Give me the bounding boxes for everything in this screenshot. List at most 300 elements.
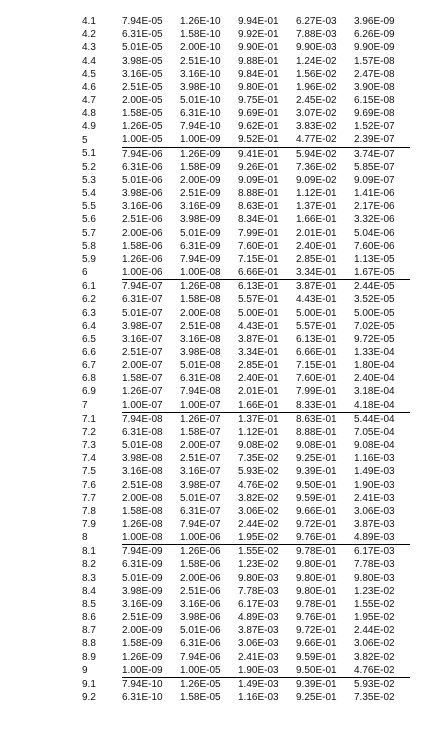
value-cell: 6.31E-08 bbox=[180, 373, 221, 385]
value-cell: 2.47E-08 bbox=[354, 68, 395, 80]
value-cell: 2.00E-06 bbox=[180, 572, 221, 584]
value-cell: 9.69E-01 bbox=[238, 108, 279, 120]
value-cell: 7.94E-05 bbox=[122, 16, 163, 28]
table-row bbox=[80, 320, 410, 333]
value-cell: 3.16E-08 bbox=[180, 333, 221, 345]
value-cell: 6.66E-01 bbox=[296, 346, 337, 358]
value-cell: 6.31E-08 bbox=[122, 426, 163, 438]
value-cell: 6.31E-10 bbox=[180, 108, 221, 120]
value-cell: 3.52E-05 bbox=[354, 294, 395, 306]
value-cell: 1.58E-07 bbox=[122, 373, 163, 385]
value-cell: 9.80E-01 bbox=[238, 81, 279, 93]
value-cell: 2.51E-08 bbox=[180, 320, 221, 332]
row-key-cell: 4.6 bbox=[82, 81, 96, 93]
value-cell: 3.16E-06 bbox=[122, 201, 163, 213]
table-row bbox=[80, 399, 410, 413]
table-row bbox=[80, 492, 410, 505]
row-key-cell: 8.4 bbox=[82, 585, 96, 597]
value-cell: 3.16E-09 bbox=[180, 201, 221, 213]
value-cell: 1.58E-06 bbox=[122, 240, 163, 252]
value-cell: 4.76E-02 bbox=[238, 479, 279, 491]
value-cell: 9.52E-01 bbox=[238, 133, 296, 147]
value-cell: 3.34E-01 bbox=[296, 266, 354, 280]
value-cell: 3.87E-03 bbox=[354, 519, 395, 531]
value-cell: 6.31E-09 bbox=[180, 240, 221, 252]
value-cell: 2.51E-07 bbox=[122, 346, 163, 358]
row-key-cell: 4.4 bbox=[82, 55, 96, 67]
value-cell: 9.50E-01 bbox=[296, 479, 337, 491]
value-cell: 5.93E-02 bbox=[354, 678, 395, 690]
value-cell: 2.00E-09 bbox=[122, 625, 163, 637]
value-cell: 7.36E-02 bbox=[296, 161, 337, 173]
value-cell: 1.26E-06 bbox=[180, 546, 221, 558]
table-row bbox=[80, 505, 410, 518]
value-cell: 2.44E-02 bbox=[354, 625, 395, 637]
table-row bbox=[80, 664, 410, 678]
value-cell: 3.74E-07 bbox=[354, 148, 395, 160]
row-key-cell: 6.9 bbox=[82, 386, 96, 398]
value-cell: 1.58E-05 bbox=[122, 108, 163, 120]
value-cell: 7.94E-06 bbox=[180, 651, 221, 663]
value-cell: 2.00E-06 bbox=[122, 227, 163, 239]
value-cell: 1.26E-05 bbox=[122, 121, 163, 133]
row-key-cell: 7.5 bbox=[82, 466, 96, 478]
value-cell: 2.00E-07 bbox=[122, 360, 163, 372]
value-cell: 9.09E-02 bbox=[296, 174, 337, 186]
value-cell: 3.16E-10 bbox=[180, 68, 221, 80]
value-cell: 6.31E-06 bbox=[122, 161, 163, 173]
value-cell: 3.18E-04 bbox=[354, 386, 395, 398]
row-key-cell: 5.3 bbox=[82, 174, 96, 186]
row-key-cell: 4.1 bbox=[82, 16, 96, 28]
value-cell: 9.78E-01 bbox=[296, 546, 337, 558]
value-cell: 6.27E-03 bbox=[296, 16, 337, 28]
value-cell: 3.98E-09 bbox=[122, 585, 163, 597]
value-cell: 6.17E-03 bbox=[354, 546, 395, 558]
value-cell: 1.95E-02 bbox=[354, 612, 395, 624]
value-cell: 1.23E-02 bbox=[238, 559, 279, 571]
row-key-cell: 6.1 bbox=[82, 280, 96, 292]
value-cell: 8.88E-01 bbox=[296, 426, 337, 438]
value-cell: 3.98E-08 bbox=[122, 453, 163, 465]
value-cell: 1.41E-06 bbox=[354, 188, 395, 200]
value-cell: 1.49E-03 bbox=[354, 466, 395, 478]
table-row bbox=[80, 412, 410, 426]
value-cell: 2.00E-07 bbox=[180, 440, 221, 452]
value-cell: 2.01E-01 bbox=[238, 386, 279, 398]
row-key-cell: 8.2 bbox=[82, 559, 96, 571]
value-cell: 1.26E-08 bbox=[122, 519, 163, 531]
value-cell: 1.12E-01 bbox=[296, 188, 337, 200]
value-cell: 2.17E-06 bbox=[354, 201, 395, 213]
row-key-cell: 4.8 bbox=[82, 108, 96, 120]
value-cell: 3.87E-03 bbox=[238, 625, 279, 637]
value-cell: 9.90E-03 bbox=[296, 42, 337, 54]
value-cell: 3.34E-01 bbox=[238, 346, 279, 358]
value-cell: 1.00E-05 bbox=[180, 664, 238, 678]
value-cell: 1.24E-02 bbox=[296, 55, 337, 67]
row-key-cell: 8.3 bbox=[82, 572, 96, 584]
table-row bbox=[80, 107, 410, 120]
value-cell: 9.92E-01 bbox=[238, 29, 279, 41]
value-cell: 3.06E-03 bbox=[354, 505, 395, 517]
value-cell: 1.58E-10 bbox=[180, 29, 221, 41]
value-cell: 5.00E-05 bbox=[354, 307, 395, 319]
value-cell: 3.98E-07 bbox=[180, 479, 221, 491]
value-cell: 5.44E-04 bbox=[354, 413, 395, 425]
value-cell: 2.41E-03 bbox=[354, 492, 395, 504]
value-cell: 9.59E-01 bbox=[296, 492, 337, 504]
row-key-cell: 8.1 bbox=[82, 546, 96, 558]
value-cell: 4.18E-04 bbox=[354, 399, 410, 413]
table-row bbox=[80, 518, 410, 531]
table-row bbox=[80, 28, 410, 41]
table-row bbox=[80, 558, 410, 571]
table-row bbox=[80, 637, 410, 650]
row-key-cell: 6.7 bbox=[82, 360, 96, 372]
table-row bbox=[80, 452, 410, 465]
value-cell: 7.78E-03 bbox=[354, 559, 395, 571]
value-cell: 5.01E-06 bbox=[122, 174, 163, 186]
value-cell: 9.80E-03 bbox=[238, 572, 279, 584]
row-key-cell: 7.8 bbox=[82, 505, 96, 517]
row-key-cell: 8.5 bbox=[82, 598, 96, 610]
value-cell: 1.58E-05 bbox=[180, 692, 221, 704]
table-row bbox=[80, 651, 410, 664]
value-cell: 3.98E-10 bbox=[180, 81, 221, 93]
value-cell: 3.16E-06 bbox=[180, 598, 221, 610]
table-row bbox=[80, 200, 410, 213]
value-cell: 2.39E-07 bbox=[354, 133, 410, 147]
value-cell: 1.58E-09 bbox=[180, 161, 221, 173]
value-cell: 1.00E-06 bbox=[122, 266, 180, 280]
value-cell: 6.31E-10 bbox=[122, 692, 163, 704]
table-row bbox=[80, 227, 410, 240]
value-cell: 9.75E-01 bbox=[238, 95, 279, 107]
value-cell: 1.00E-06 bbox=[180, 531, 238, 545]
value-cell: 4.43E-01 bbox=[296, 294, 337, 306]
value-cell: 9.88E-01 bbox=[238, 55, 279, 67]
table-row bbox=[80, 346, 410, 359]
table-row bbox=[80, 15, 410, 28]
value-cell: 9.69E-08 bbox=[354, 108, 395, 120]
value-cell: 1.66E-01 bbox=[238, 399, 296, 413]
row-key-cell: 4.9 bbox=[82, 121, 96, 133]
value-cell: 9.94E-01 bbox=[238, 16, 279, 28]
value-cell: 2.00E-05 bbox=[122, 95, 163, 107]
value-cell: 1.96E-02 bbox=[296, 81, 337, 93]
value-cell: 7.15E-01 bbox=[238, 253, 279, 265]
value-cell: 1.58E-08 bbox=[180, 294, 221, 306]
value-cell: 3.98E-09 bbox=[180, 214, 221, 226]
table-row bbox=[80, 359, 410, 372]
row-key-cell: 5.1 bbox=[82, 148, 96, 160]
value-cell: 7.99E-01 bbox=[238, 227, 279, 239]
value-cell: 3.87E-01 bbox=[238, 333, 279, 345]
table-row bbox=[80, 598, 410, 611]
value-cell: 9.90E-01 bbox=[238, 42, 279, 54]
table-row bbox=[80, 187, 410, 200]
value-cell: 7.94E-08 bbox=[180, 386, 221, 398]
value-cell: 1.26E-09 bbox=[180, 148, 221, 160]
value-cell: 2.40E-01 bbox=[296, 240, 337, 252]
value-cell: 1.12E-01 bbox=[238, 426, 279, 438]
value-cell: 7.05E-04 bbox=[354, 426, 395, 438]
value-cell: 3.82E-02 bbox=[238, 492, 279, 504]
row-key-cell: 9.2 bbox=[82, 692, 96, 704]
value-cell: 6.17E-03 bbox=[238, 598, 279, 610]
value-cell: 3.82E-02 bbox=[354, 651, 395, 663]
value-cell: 9.08E-04 bbox=[354, 440, 395, 452]
row-key-cell: 8.7 bbox=[82, 625, 96, 637]
value-cell: 3.96E-09 bbox=[354, 16, 395, 28]
value-cell: 3.32E-06 bbox=[354, 214, 395, 226]
table-row bbox=[80, 624, 410, 637]
table-row bbox=[80, 478, 410, 491]
row-key-cell: 4.3 bbox=[82, 42, 96, 54]
value-cell: 4.77E-02 bbox=[296, 133, 354, 147]
value-cell: 7.94E-08 bbox=[122, 413, 163, 425]
value-cell: 6.31E-07 bbox=[122, 294, 163, 306]
value-cell: 1.58E-07 bbox=[180, 426, 221, 438]
value-cell: 2.00E-09 bbox=[180, 174, 221, 186]
value-cell: 8.34E-01 bbox=[238, 214, 279, 226]
value-cell: 9.72E-01 bbox=[296, 519, 337, 531]
value-cell: 3.87E-01 bbox=[296, 281, 337, 293]
value-cell: 1.00E-07 bbox=[122, 399, 180, 413]
value-cell: 7.60E-06 bbox=[354, 240, 395, 252]
value-cell: 9.72E-05 bbox=[354, 333, 395, 345]
value-cell: 3.06E-02 bbox=[354, 638, 395, 650]
value-cell: 5.85E-07 bbox=[354, 161, 395, 173]
value-cell: 3.16E-08 bbox=[122, 466, 163, 478]
value-cell: 3.98E-06 bbox=[180, 612, 221, 624]
value-cell: 9.09E-07 bbox=[354, 174, 395, 186]
value-cell: 2.51E-08 bbox=[122, 479, 163, 491]
table-row bbox=[80, 545, 410, 559]
table-row bbox=[80, 691, 410, 704]
value-cell: 2.51E-06 bbox=[122, 214, 163, 226]
value-cell: 2.44E-05 bbox=[354, 281, 395, 293]
row-key-cell: 6.3 bbox=[82, 307, 96, 319]
value-cell: 7.35E-02 bbox=[238, 453, 279, 465]
value-cell: 5.94E-02 bbox=[296, 148, 337, 160]
value-cell: 9.80E-01 bbox=[296, 585, 337, 597]
value-cell: 9.80E-03 bbox=[354, 572, 395, 584]
data-table-page bbox=[80, 15, 410, 704]
value-cell: 1.00E-09 bbox=[122, 664, 180, 678]
value-cell: 6.13E-01 bbox=[238, 281, 279, 293]
table-row bbox=[80, 439, 410, 452]
row-key-cell: 6.5 bbox=[82, 333, 96, 345]
value-cell: 9.78E-01 bbox=[296, 598, 337, 610]
value-cell: 8.88E-01 bbox=[238, 188, 279, 200]
value-cell: 7.02E-05 bbox=[354, 320, 395, 332]
table-row bbox=[80, 147, 410, 161]
row-key-cell: 5.7 bbox=[82, 227, 96, 239]
value-cell: 5.57E-01 bbox=[238, 294, 279, 306]
table-row bbox=[80, 306, 410, 319]
value-cell: 3.07E-02 bbox=[296, 108, 337, 120]
value-cell: 1.13E-05 bbox=[354, 253, 395, 265]
table-row bbox=[80, 81, 410, 94]
value-cell: 6.31E-06 bbox=[180, 638, 221, 650]
value-cell: 5.04E-06 bbox=[354, 227, 395, 239]
table-row bbox=[80, 41, 410, 54]
value-cell: 9.80E-01 bbox=[296, 559, 337, 571]
value-cell: 1.33E-04 bbox=[354, 346, 395, 358]
value-cell: 1.26E-05 bbox=[180, 678, 221, 690]
row-key-cell: 7.9 bbox=[82, 519, 96, 531]
value-cell: 2.00E-08 bbox=[122, 492, 163, 504]
value-cell: 1.66E-01 bbox=[296, 214, 337, 226]
value-cell: 9.90E-09 bbox=[354, 42, 395, 54]
row-key-cell: 6.8 bbox=[82, 373, 96, 385]
value-cell: 9.59E-01 bbox=[296, 651, 337, 663]
value-cell: 1.00E-08 bbox=[122, 531, 180, 545]
value-cell: 7.60E-01 bbox=[296, 373, 337, 385]
value-cell: 9.84E-01 bbox=[238, 68, 279, 80]
value-cell: 5.01E-05 bbox=[122, 42, 163, 54]
value-cell: 1.26E-10 bbox=[180, 16, 221, 28]
value-cell: 1.58E-08 bbox=[122, 505, 163, 517]
row-key-cell: 6.4 bbox=[82, 320, 96, 332]
value-cell: 1.23E-02 bbox=[354, 585, 395, 597]
value-cell: 1.58E-06 bbox=[180, 559, 221, 571]
value-cell: 9.66E-01 bbox=[296, 505, 337, 517]
value-cell: 7.15E-01 bbox=[296, 360, 337, 372]
table-row bbox=[80, 266, 410, 280]
value-cell: 1.26E-07 bbox=[180, 413, 221, 425]
value-cell: 5.01E-06 bbox=[180, 625, 221, 637]
table-row bbox=[80, 385, 410, 398]
value-cell: 9.72E-01 bbox=[296, 625, 337, 637]
value-cell: 2.85E-01 bbox=[296, 253, 337, 265]
value-cell: 3.06E-03 bbox=[238, 638, 279, 650]
table-row bbox=[80, 54, 410, 67]
value-cell: 2.00E-10 bbox=[180, 42, 221, 54]
row-key-cell: 8.8 bbox=[82, 638, 96, 650]
value-cell: 1.55E-02 bbox=[238, 546, 279, 558]
value-cell: 1.95E-02 bbox=[238, 531, 296, 545]
row-key-cell: 8.6 bbox=[82, 612, 96, 624]
value-cell: 1.58E-09 bbox=[122, 638, 163, 650]
row-key-cell: 5 bbox=[82, 134, 88, 146]
value-cell: 9.25E-01 bbox=[296, 692, 337, 704]
value-cell: 5.01E-10 bbox=[180, 95, 221, 107]
value-cell: 4.76E-02 bbox=[354, 664, 410, 678]
value-cell: 1.00E-05 bbox=[122, 133, 180, 147]
row-key-cell: 5.8 bbox=[82, 240, 96, 252]
value-cell: 9.39E-01 bbox=[296, 466, 337, 478]
row-key-cell: 4.5 bbox=[82, 68, 96, 80]
value-cell: 9.62E-01 bbox=[238, 121, 279, 133]
row-key-cell: 7.2 bbox=[82, 426, 96, 438]
value-cell: 2.45E-02 bbox=[296, 95, 337, 107]
row-key-cell: 7.4 bbox=[82, 453, 96, 465]
value-cell: 1.55E-02 bbox=[354, 598, 395, 610]
value-cell: 1.00E-09 bbox=[180, 133, 238, 147]
value-cell: 7.88E-03 bbox=[296, 29, 337, 41]
value-cell: 3.98E-08 bbox=[180, 346, 221, 358]
table-row bbox=[80, 572, 410, 585]
row-key-cell: 4.7 bbox=[82, 95, 96, 107]
row-key-cell: 7.6 bbox=[82, 479, 96, 491]
value-cell: 6.31E-09 bbox=[122, 559, 163, 571]
row-key-cell: 6 bbox=[82, 267, 88, 279]
row-key-cell: 5.9 bbox=[82, 253, 96, 265]
value-cell: 3.90E-08 bbox=[354, 81, 395, 93]
value-cell: 1.49E-03 bbox=[238, 678, 279, 690]
value-cell: 9.09E-01 bbox=[238, 174, 279, 186]
value-cell: 9.50E-01 bbox=[296, 664, 354, 678]
value-cell: 6.13E-01 bbox=[296, 333, 337, 345]
table-row bbox=[80, 465, 410, 478]
value-cell: 2.85E-01 bbox=[238, 360, 279, 372]
table-row bbox=[80, 677, 410, 691]
value-cell: 5.01E-09 bbox=[122, 572, 163, 584]
value-cell: 1.56E-02 bbox=[296, 68, 337, 80]
value-cell: 4.89E-03 bbox=[354, 531, 410, 545]
table-row bbox=[80, 585, 410, 598]
value-cell: 1.52E-07 bbox=[354, 121, 395, 133]
value-cell: 7.78E-03 bbox=[238, 585, 279, 597]
row-key-cell: 7.1 bbox=[82, 413, 96, 425]
row-key-cell: 7 bbox=[82, 399, 88, 411]
value-cell: 5.00E-01 bbox=[296, 307, 337, 319]
value-cell: 2.51E-06 bbox=[180, 585, 221, 597]
value-cell: 9.76E-01 bbox=[296, 612, 337, 624]
row-key-cell: 9 bbox=[82, 664, 88, 676]
table-row bbox=[80, 133, 410, 147]
value-cell: 3.83E-02 bbox=[296, 121, 337, 133]
table-row bbox=[80, 531, 410, 545]
value-cell: 9.41E-01 bbox=[238, 148, 279, 160]
value-cell: 1.37E-01 bbox=[238, 413, 279, 425]
row-key-cell: 6.6 bbox=[82, 346, 96, 358]
row-key-cell: 4.2 bbox=[82, 29, 96, 41]
value-cell: 7.94E-07 bbox=[180, 519, 221, 531]
value-cell: 3.16E-07 bbox=[122, 333, 163, 345]
value-cell: 7.94E-07 bbox=[122, 281, 163, 293]
value-cell: 1.00E-08 bbox=[180, 266, 238, 280]
row-key-cell: 5.4 bbox=[82, 188, 96, 200]
table-row bbox=[80, 280, 410, 294]
row-key-cell: 5.6 bbox=[82, 214, 96, 226]
table-row bbox=[80, 611, 410, 624]
value-cell: 7.94E-10 bbox=[122, 678, 163, 690]
value-cell: 2.51E-09 bbox=[122, 612, 163, 624]
table-row bbox=[80, 68, 410, 81]
value-cell: 6.26E-09 bbox=[354, 29, 395, 41]
table-row bbox=[80, 253, 410, 266]
value-cell: 1.90E-03 bbox=[238, 664, 296, 678]
value-cell: 6.31E-05 bbox=[122, 29, 163, 41]
value-cell: 1.16E-03 bbox=[238, 692, 279, 704]
value-cell: 1.26E-07 bbox=[122, 386, 163, 398]
value-cell: 7.35E-02 bbox=[354, 692, 395, 704]
value-cell: 2.51E-07 bbox=[180, 453, 221, 465]
value-cell: 2.41E-03 bbox=[238, 651, 279, 663]
value-cell: 7.60E-01 bbox=[238, 240, 279, 252]
value-cell: 6.15E-08 bbox=[354, 95, 395, 107]
value-cell: 1.00E-07 bbox=[180, 399, 238, 413]
row-key-cell: 8 bbox=[82, 532, 88, 544]
value-cell: 3.98E-07 bbox=[122, 320, 163, 332]
value-cell: 5.01E-07 bbox=[122, 307, 163, 319]
value-cell: 6.66E-01 bbox=[238, 266, 296, 280]
value-cell: 5.01E-07 bbox=[180, 492, 221, 504]
